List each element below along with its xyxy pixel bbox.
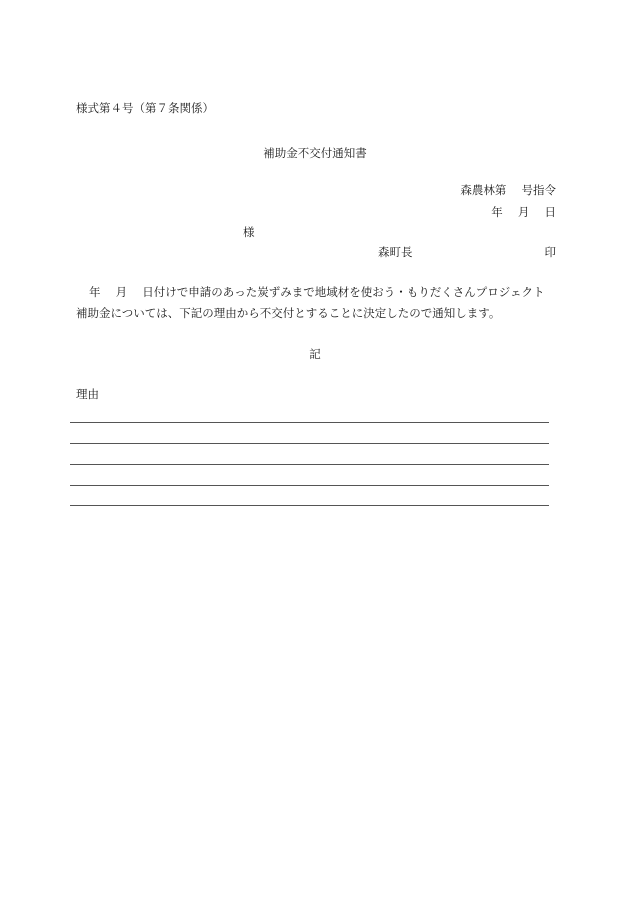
seal-mark: 印 [544,245,556,259]
document-date: 年 月 日 [491,205,556,219]
body-text-line-1: 年 月 日付けで申請のあった炭ずみまで地域材を使おう・もりだくさんプロジェクト [89,285,545,299]
document-number: 森農林第 号指令 [460,183,556,197]
issuer: 森町長 [378,245,413,259]
reason-line [70,464,549,465]
body-text-line-2: 補助金については、下記の理由から不交付とすることに決定したので通知します。 [76,306,501,320]
form-number: 様式第４号（第７条関係） [76,101,214,115]
document-title: 補助金不交付通知書 [263,146,367,160]
reason-line [70,505,549,506]
reason-line [70,422,549,423]
ki-heading: 記 [309,347,321,361]
reason-line [70,485,549,486]
reason-line [70,443,549,444]
addressee-suffix: 様 [243,225,255,239]
reason-label: 理由 [76,387,99,401]
